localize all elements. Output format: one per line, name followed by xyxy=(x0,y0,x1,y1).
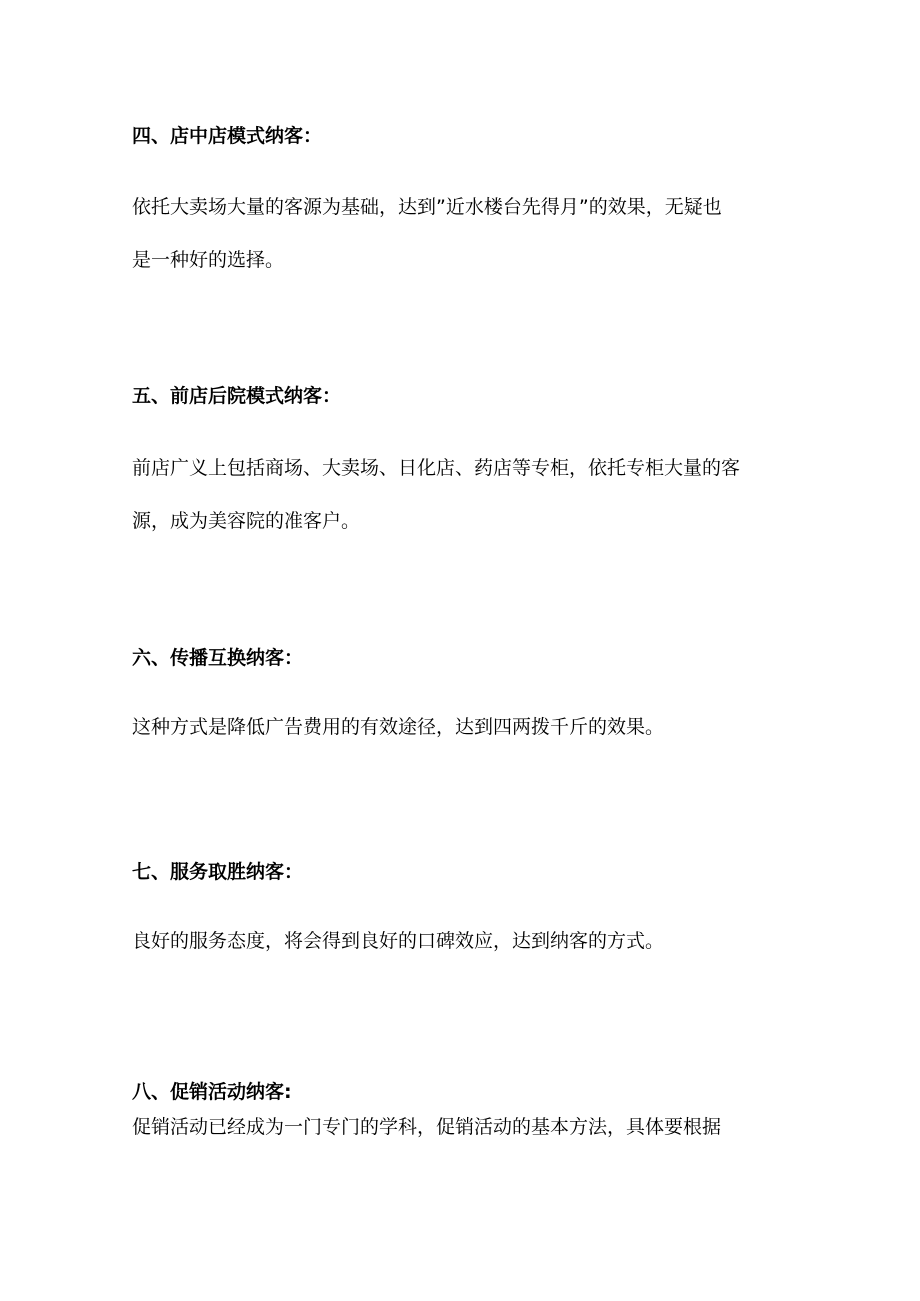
section-body-4 xyxy=(132,195,792,272)
section-body-6 xyxy=(132,715,792,739)
body-line: 促销活动已经成为一门专门的学科，促销活动的基本方法，具体要根据 xyxy=(132,1116,722,1138)
body-line: 良好的服务态度，将会得到良好的口碑效应，达到纳客的方式。 xyxy=(132,930,665,952)
body-line: 依托大卖场大量的客源为基础，达到”近水楼台先得月”的效果，无疑也 xyxy=(132,196,722,218)
section-heading-6: 六、传播互换纳客： xyxy=(132,647,304,669)
body-line: 这种方式是降低广告费用的有效途径，达到四两拨千斤的效果。 xyxy=(132,716,665,738)
section-body-5 xyxy=(132,456,792,533)
section-body-7 xyxy=(132,929,792,953)
body-line: 源，成为美容院的准客户。 xyxy=(132,510,361,532)
section-heading-4: 四、店中店模式纳客： xyxy=(132,125,323,147)
body-line: 前店广义上包括商场、大卖场、日化店、药店等专柜，依托专柜大量的客 xyxy=(132,457,741,479)
body-line: 是一种好的选择。 xyxy=(132,249,285,271)
section-heading-8: 八、促销活动纳客: xyxy=(132,1081,292,1103)
section-heading-5: 五、前店后院模式纳客： xyxy=(132,385,342,407)
section-body-8 xyxy=(132,1115,792,1139)
section-heading-7: 七、服务取胜纳客： xyxy=(132,861,304,883)
